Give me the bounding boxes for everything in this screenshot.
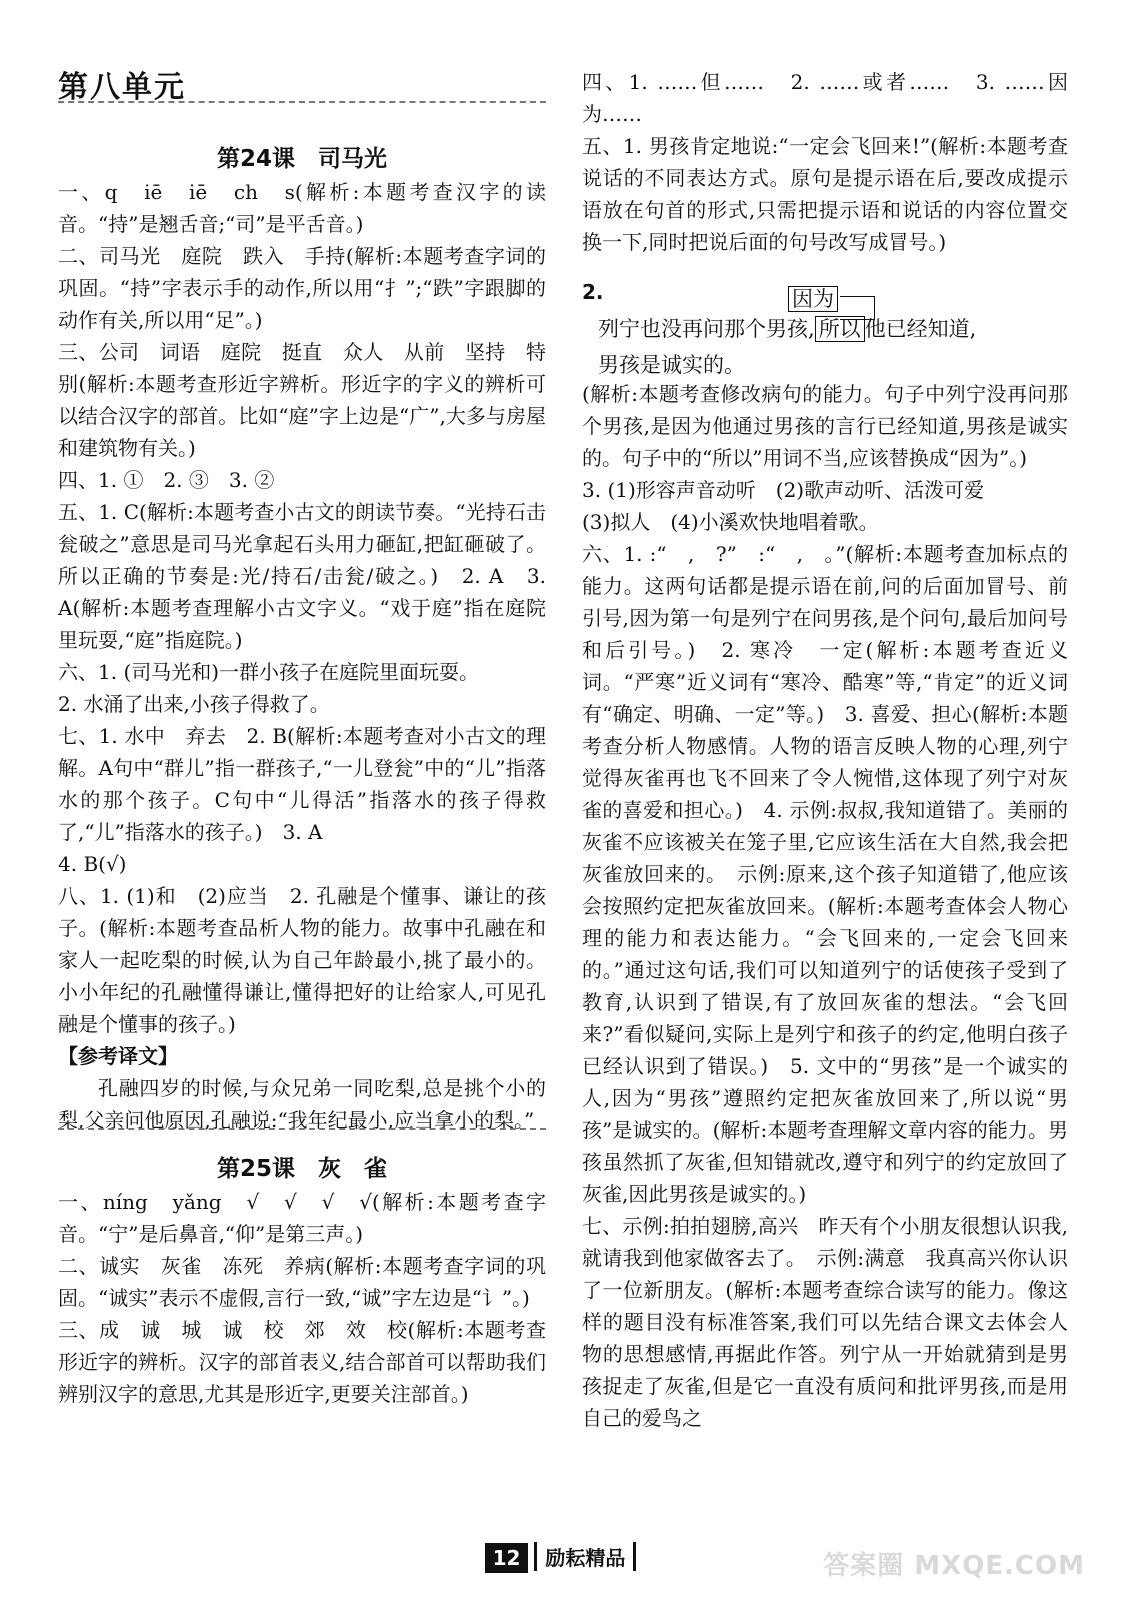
answer-paragraph: 六、1. :“ , ?” :“ , 。”(解析:本题考查加标点的能力。这两句话都是提示语在前,问的后面加冒号、前引号,因为第一句是列宁在问男孩,是个问句,最后加问号和后引号。) 2. 寒冷 一定(解析:本题考查近义词。“严寒”近义词有“寒冷、酷寒”等,“肯定”的近义词有“确定、明确、一定”等。) 3. 喜爱、担心(解析:本题考查分析人物感情。人物的语言反映人物的心理,列宁觉得灰雀再也飞不回来了令人惋惜,这体现了列宁对灰雀的喜爱和担心。) 4. 示例:叔叔,我知道错了。美丽的灰雀不应该被关在笼子里,它应该生活在大自然,我会把灰雀放回来的。 示例:原来,这个孩子知道错了,他应该会按照约定把灰雀放回来。(解析:本题考查体会人物心理的能力和表达能力。“会飞回来的,一定会飞回来的。”通过这句话,我们可以知道列宁的话使孩子受到了教育,认识到了错误,有了放回灰雀的想法。“会飞回来?”看似疑问,实际上是列宁和孩子的约定,他明白孩子已经认识到了错误。) 5. 文中的“男孩”是一个诚实的人,因为“男孩”遵照约定把灰雀放回来了,所以说“男孩”是诚实的。(解析:本题考查理解文章内容的能力。男孩虽然抓了灰雀,但知错就改,遵守和列宁的约定放回了灰雀,因此男孩是诚实的。) <box>582 542 1068 1206</box>
answer-paragraph: 六、1. (司马光和)一群小孩子在庭院里面玩耍。 <box>58 660 480 684</box>
answer-paragraph: (3)拟人 (4)小溪欢快地唱着歌。 <box>582 510 879 534</box>
insert-word-box: 因为 <box>788 280 838 318</box>
answer-paragraph: 二、司马光 庭院 跌入 手持(解析:本题考查字词的巩固。“持”字表示手的动作,所以用“扌”;“跌”字跟脚的动作有关,所以用“足”。) <box>58 244 546 332</box>
delete-word-box: 所以 <box>815 316 865 342</box>
right-answers-main <box>582 378 1068 1434</box>
answer-paragraph: 七、示例:拍拍翅膀,高兴 昨天有个小朋友很想认识我,就请我到他家做客去了。 示例:满意 我真高兴你认识了一位新朋友。(解析:本题考查综合读写的能力。像这样的题目没有标准答案,我们可以先结合课文去体会人物的思想感情,再据此作答。列宁从一开始就猜到是男孩捉走了灰雀,但是它一直没有质问和批评男孩,而是用自己的爱鸟之 <box>582 1214 1068 1430</box>
answer-paragraph: 三、成 诚 城 诚 校 郊 效 校(解析:本题考查形近字的辨析。汉字的部首表义,结合部首可以帮助我们辨别汉字的意思,尤其是形近字,更要关注部首。) <box>58 1318 546 1406</box>
corrected-sentence-line2: 男孩是诚实的。 <box>598 353 745 377</box>
watermark: 答案圈 MXQE.COM <box>823 1551 1085 1581</box>
answer-paragraph: (解析:本题考查修改病句的能力。句子中列宁没再问那个男孩,是因为他通过男孩的言行已经知道,男孩是诚实的。句子中的“所以”用词不当,应该替换成“因为”。) <box>582 382 1068 470</box>
lesson-25-title: 第25课 灰 雀 <box>216 1156 387 1182</box>
corrected-sentence: 列宁也没再问那个男孩, 所以 他已经知道, <box>598 317 977 341</box>
answer-paragraph: 五、1. C(解析:本题考查小古文的朗读节奏。“光持石击瓮破之”意思是司马光拿起石头用力砸缸,把缸砸破了。所以正确的节奏是:光/持石/击瓮/破之。) 2. A 3. A(解析:本题考查理解小古文字义。“戏于庭”指在庭院里玩耍,“庭”指庭院。) <box>58 500 546 652</box>
question-2-label: 2. <box>582 280 604 304</box>
answer-paragraph: 4. B(√) <box>58 852 127 876</box>
answer-paragraph: 3. (1)形容声音动听 (2)歌声动听、活泼可爱 <box>582 478 985 502</box>
brand-name: 励耘精品 <box>534 1542 636 1571</box>
answer-paragraph: 五、1. 男孩肯定地说:“一定会飞回来!”(解析:本题考查说话的不同表达方式。原句是提示语在后,要改成提示语放在句首的形式,只需把提示语和说话的内容位置交换一下,同时把说后面的句号改写成冒号。) <box>582 134 1068 254</box>
divider <box>58 1128 546 1130</box>
page-number: 12 <box>485 1543 529 1573</box>
answer-paragraph: 2. 水涌了出来,小孩子得救了。 <box>58 692 330 716</box>
answer-paragraph: 四、1. ① 2. ③ 3. ② <box>58 468 275 492</box>
answer-paragraph: 八、1. (1)和 (2)应当 2. 孔融是个懂事、谦让的孩子。(解析:本题考查品析人物的能力。故事中孔融在和家人一起吃梨的时候,认为自己年龄最小,挑了最小的。小小年纪的孔融懂得谦让,懂得把好的让给家人,可见孔融是个懂事的孩子。) <box>58 884 546 1036</box>
answer-paragraph: 一、q iē iē ch s(解析:本题考查汉字的读音。“持”是翘舌音;“司”是平舌音。) <box>58 180 546 236</box>
answer-paragraph: 三、公司 词语 庭院 挺直 众人 从前 坚持 特别(解析:本题考查形近字辨析。形近字的字义的辨析可以结合汉字的部首。比如“庭”字上边是“广”,大多与房屋和建筑物有关。) <box>58 340 546 460</box>
answer-paragraph: 二、诚实 灰雀 冻死 养病(解析:本题考查字词的巩固。“诚实”表示不虚假,言行一致,“诚”字左边是“讠”。) <box>58 1254 546 1310</box>
lesson-25-answers <box>58 1186 546 1410</box>
lesson-24-answers <box>58 176 546 1136</box>
reference-translation-text: 孔融四岁的时候,与众兄弟一同吃梨,总是挑个小的梨,父亲问他原因,孔融说:“我年纪最小,应当拿小的梨。” <box>58 1076 546 1132</box>
reference-translation-label: 【参考译文】 <box>58 1044 178 1068</box>
answer-paragraph: 一、níng yǎng √ √ √ √(解析:本题考查字音。“宁”是后鼻音,“仰”是第三声。) <box>58 1190 546 1246</box>
divider <box>58 101 546 103</box>
unit-title: 第八单元 <box>58 70 186 105</box>
right-answers-top <box>582 66 1068 258</box>
answer-paragraph: 七、1. 水中 弃去 2. B(解析:本题考查对小古文的理解。A句中“群儿”指一群孩子,“一儿登瓮”中的“儿”指落水的那个孩子。C句中“儿得活”指落水的孩子得救了,“儿”指落水的孩子。) 3. A <box>58 724 546 844</box>
answer-paragraph: 四、1. ……但…… 2. ……或者…… 3. ……因为…… <box>582 70 1068 126</box>
lesson-24-title: 第24课 司马光 <box>216 146 387 172</box>
